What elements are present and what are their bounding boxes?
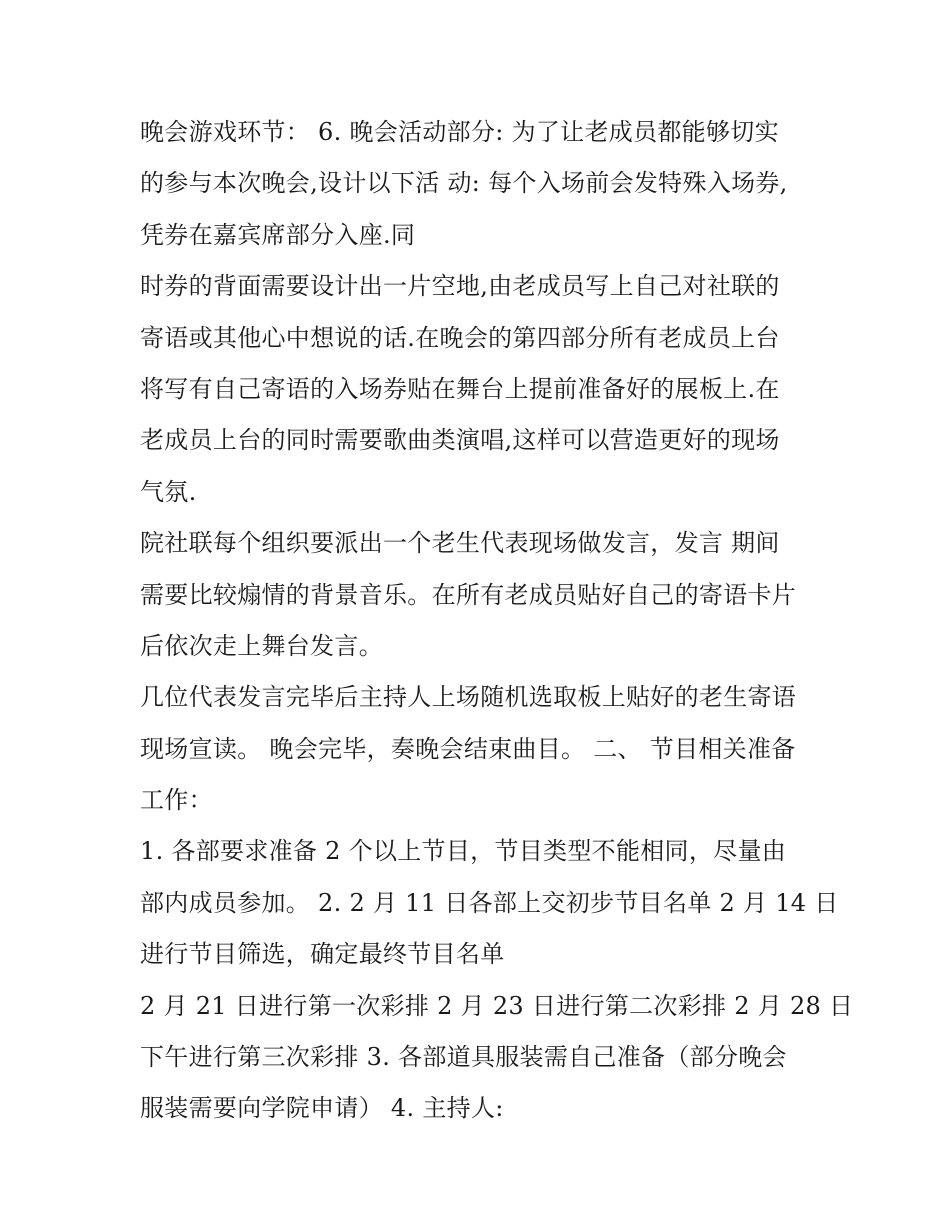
text-line: 的参与本次晚会,设计以下活 动: 每个入场前会发特殊入场券,: [140, 169, 788, 198]
text-line: 1. 各部要求准备 2 个以上节目，节目类型不能相同，尽量由: [140, 837, 787, 866]
text-line: 寄语或其他心中想说的话.在晚会的第四部分所有老成员上台: [140, 323, 780, 352]
text-line: 工作：: [140, 786, 213, 815]
text-line: 凭券在嘉宾席部分入座.同: [140, 220, 416, 249]
text-line: 下午进行第三次彩排 3. 各部道具服装需自己准备（部分晚会: [140, 1043, 787, 1072]
text-line: 部内成员参加。 2. 2 月 11 日各部上交初步节目名单 2 月 14 日: [140, 888, 839, 917]
text-line: 几位代表发言完毕后主持人上场随机选取板上贴好的老生寄语: [140, 683, 797, 712]
text-line: 院社联每个组织要派出一个老生代表现场做发言，发言 期间: [140, 529, 780, 558]
text-line: 现场宣读。 晚会完毕，奏晚会结束曲目。 二、 节目相关准备: [140, 734, 796, 763]
text-line: 晚会游戏环节： 6. 晚会活动部分: 为了让老成员都能够切实: [140, 118, 779, 146]
text-line: 需要比较煽情的背景音乐。在所有老成员贴好自己的寄语卡片: [140, 580, 797, 609]
text-line: 老成员上台的同时需要歌曲类演唱,这样可以营造更好的现场: [140, 426, 780, 455]
text-line: 服装需要向学院申请） 4. 主持人:: [140, 1094, 504, 1123]
text-line: 将写有自己寄语的入场券贴在舞台上提前准备好的展板上.在: [140, 374, 780, 403]
text-line: 时券的背面需要设计出一片空地,由老成员写上自己对社联的: [140, 272, 780, 301]
text-line: 进行节目筛选，确定最终节目名单: [140, 940, 505, 969]
text-line: 气氛.: [140, 477, 197, 506]
document-body: [140, 107, 854, 1135]
text-line: 后依次走上舞台发言。: [140, 631, 383, 660]
text-line: 2 月 21 日进行第一次彩排 2 月 23 日进行第二次彩排 2 月 28 日: [140, 991, 854, 1020]
